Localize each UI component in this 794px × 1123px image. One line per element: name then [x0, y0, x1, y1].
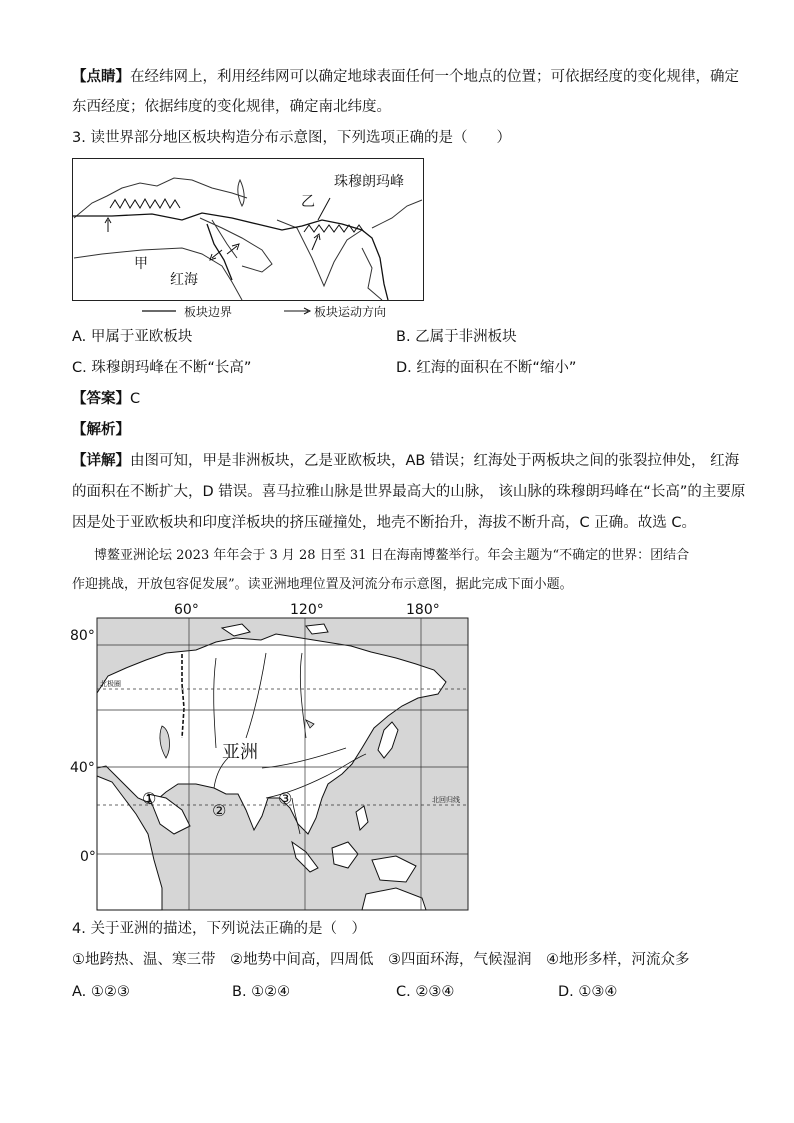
dianjing-text-1: 在经纬网上，利用经纬网可以确定地球表面任何一个地点的位置；可依据经度的变化规律，确定 [130, 69, 739, 85]
lon-label-180: 180° [406, 602, 440, 618]
q3-option-a: A. 甲属于亚欧板块 [72, 329, 193, 345]
detail-tag: 【详解】 [72, 453, 130, 469]
tropic-label: 北回归线 [432, 796, 460, 804]
answer-tag: 【答案】 [72, 391, 130, 407]
asia-label: 亚洲 [222, 742, 258, 763]
q4-option-a: A. ①②③ [72, 984, 130, 1000]
marker-1: ① [142, 789, 157, 808]
intro-line-1: 博鳌亚洲论坛 2023 年年会于 3 月 28 日至 31 日在海南博鳌举行。年会主题为“不确定的世界：团结合 [94, 548, 690, 563]
dianjing-line-2: 东西经度；依据纬度的变化规律，确定南北纬度。 [72, 99, 391, 115]
q4-option-c: C. ②③④ [396, 984, 455, 1000]
q3-option-d: D. 红海的面积在不断“缩小” [396, 360, 577, 376]
q4-option-d: D. ①③④ [558, 984, 618, 1000]
q3-option-c: C. 珠穆朗玛峰在不断“长高” [72, 360, 252, 376]
q3-answer-line [72, 389, 140, 409]
q4-option-b: B. ①②④ [232, 984, 291, 1000]
detail-text-1: 由图可知，甲是非洲板块，乙是亚欧板块，AB 错误；红海处于两板块之间的张裂拉伸处， 红海 [130, 453, 740, 469]
legend-motion: 板块运动方向 [314, 305, 387, 319]
arctic-circle-label: 北极圈 [100, 680, 121, 688]
dianjing-tag: 【点睛】 [72, 69, 130, 85]
everest-label: 珠穆朗玛峰 [334, 174, 404, 190]
intro-line-2: 作迎挑战，开放包容促发展”。读亚洲地理位置及河流分布示意图，据此完成下面小题。 [72, 577, 573, 592]
lon-label-60: 60° [174, 602, 199, 618]
q3-option-b: B. 乙属于非洲板块 [396, 329, 517, 345]
asia-map [66, 598, 476, 914]
lat-label-0: 0° [80, 849, 96, 865]
q4-stem: 4. 关于亚洲的描述，下列说法正确的是（ ） [72, 921, 366, 937]
detail-line-2: 的面积在不断扩大，D 错误。喜马拉雅山脉是世界最高大的山脉， 该山脉的珠穆朗玛峰在“长高”的主要原 [72, 484, 746, 500]
yi-label: 乙 [301, 194, 315, 210]
lon-label-120: 120° [290, 602, 324, 618]
dianjing-line-1 [72, 67, 739, 87]
detail-line-1 [72, 451, 739, 471]
marker-3: ③ [278, 789, 293, 808]
analysis-tag: 【解析】 [72, 422, 130, 438]
red-sea-label: 红海 [170, 272, 198, 288]
legend-boundary: 板块边界 [184, 305, 233, 319]
q3-stem: 3. 读世界部分地区板块构造分布示意图，下列选项正确的是（ ） [72, 130, 511, 146]
plate-map [72, 158, 426, 320]
answer-value: C [130, 391, 141, 407]
jia-label: 甲 [134, 256, 148, 272]
detail-line-3: 因是处于亚欧板块和印度洋板块的挤压碰撞处，地壳不断抬升，海拔不断升高，C 正确。故选 C。 [72, 515, 696, 531]
lat-label-80: 80° [70, 628, 95, 644]
lat-label-40: 40° [70, 760, 95, 776]
marker-2: ② [212, 801, 227, 820]
q4-statements: ①地跨热、温、寒三带 ②地势中间高，四周低 ③四面环海，气候湿润 ④地形多样，河流众多 [72, 952, 690, 968]
